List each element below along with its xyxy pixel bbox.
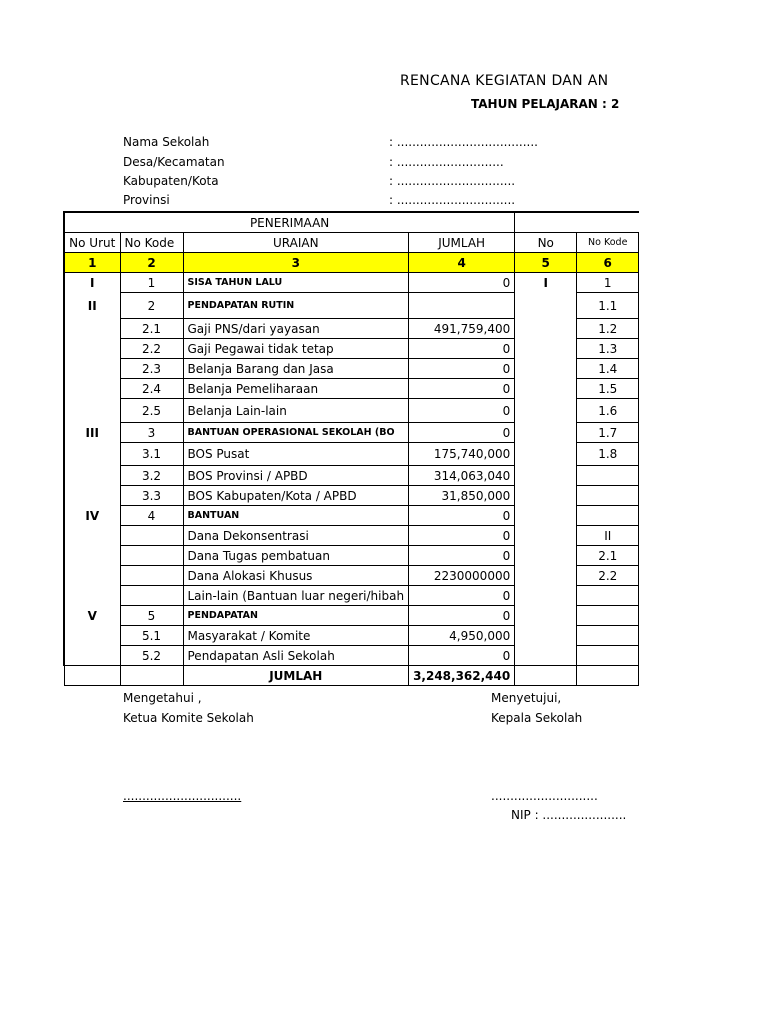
row-no-kode-right: 1.5 — [577, 379, 639, 399]
info-value-nama-sekolah: : ..................................... — [389, 135, 538, 149]
info-value-kabupaten: : ............................... — [389, 174, 516, 188]
total-empty-2 — [120, 666, 183, 686]
row-no-urut — [64, 566, 120, 586]
row-uraian: BANTUAN OPERASIONAL SEKOLAH (BO — [183, 423, 409, 443]
row-no — [515, 319, 577, 339]
numbering-4: 4 — [409, 253, 515, 273]
row-no-kode-right — [577, 586, 639, 606]
header-no-urut: No Urut — [64, 233, 120, 253]
row-uraian: BOS Pusat — [183, 443, 409, 466]
row-uraian: BOS Provinsi / APBD — [183, 466, 409, 486]
row-no: I — [515, 273, 577, 293]
row-no-kode — [120, 526, 183, 546]
table-row — [64, 399, 639, 423]
row-jumlah: 0 — [409, 359, 515, 379]
row-no — [515, 486, 577, 506]
row-no-kode-right: 2.1 — [577, 546, 639, 566]
row-no-urut — [64, 359, 120, 379]
header-uraian: URAIAN — [183, 233, 409, 253]
row-no — [515, 293, 577, 319]
row-jumlah — [409, 293, 515, 319]
row-no-kode: 4 — [120, 506, 183, 526]
row-no-kode-right — [577, 506, 639, 526]
row-no — [515, 646, 577, 666]
row-jumlah: 2230000000 — [409, 566, 515, 586]
row-no-kode: 5 — [120, 606, 183, 626]
row-no-urut — [64, 339, 120, 359]
sig-left-line1: Mengetahui , — [123, 691, 202, 705]
row-no-urut — [64, 486, 120, 506]
header-no-kode-right: No Kode — [577, 233, 639, 253]
row-no — [515, 566, 577, 586]
sig-right-line2: Kepala Sekolah — [491, 711, 583, 725]
document-subtitle: TAHUN PELAJARAN : 2 — [471, 97, 620, 111]
sig-right-line1: Menyetujui, — [491, 691, 562, 705]
row-no-kode-right: II — [577, 526, 639, 546]
table-row — [64, 506, 639, 526]
row-no — [515, 606, 577, 626]
table-row — [64, 339, 639, 359]
row-no-kode-right: 1.6 — [577, 399, 639, 423]
table-row — [64, 423, 639, 443]
row-no-urut: III — [64, 423, 120, 443]
row-no-kode: 3 — [120, 423, 183, 443]
row-no-urut — [64, 546, 120, 566]
row-uraian: Dana Alokasi Khusus — [183, 566, 409, 586]
row-no — [515, 423, 577, 443]
sig-left-line2: Ketua Komite Sekolah — [123, 711, 254, 725]
numbering-5: 5 — [515, 253, 577, 273]
row-no — [515, 399, 577, 423]
row-jumlah: 4,950,000 — [409, 626, 515, 646]
row-no — [515, 506, 577, 526]
row-uraian: Dana Tugas pembatuan — [183, 546, 409, 566]
row-no-kode-right: 1.7 — [577, 423, 639, 443]
row-no-urut: I — [64, 273, 120, 293]
row-no-kode: 1 — [120, 273, 183, 293]
row-no-kode: 3.3 — [120, 486, 183, 506]
table-body — [64, 273, 639, 666]
table-row — [64, 379, 639, 399]
table-row — [64, 606, 639, 626]
row-uraian: Belanja Pemeliharaan — [183, 379, 409, 399]
table-row — [64, 586, 639, 606]
row-no-urut — [64, 466, 120, 486]
row-no-urut — [64, 319, 120, 339]
row-no-kode: 5.1 — [120, 626, 183, 646]
row-no — [515, 586, 577, 606]
row-uraian: Belanja Barang dan Jasa — [183, 359, 409, 379]
row-no-kode: 2.2 — [120, 339, 183, 359]
row-no-kode-right: 1.3 — [577, 339, 639, 359]
row-jumlah: 0 — [409, 606, 515, 626]
row-uraian: Pendapatan Asli Sekolah — [183, 646, 409, 666]
row-jumlah: 491,759,400 — [409, 319, 515, 339]
row-jumlah: 0 — [409, 506, 515, 526]
table-row — [64, 626, 639, 646]
row-no — [515, 546, 577, 566]
table-row — [64, 293, 639, 319]
row-no — [515, 359, 577, 379]
row-jumlah: 0 — [409, 526, 515, 546]
row-no-kode-right: 1 — [577, 273, 639, 293]
row-no-urut: II — [64, 293, 120, 319]
numbering-6: 6 — [577, 253, 639, 273]
table-row — [64, 443, 639, 466]
table-row — [64, 466, 639, 486]
row-no-kode-right — [577, 466, 639, 486]
info-value-provinsi: : ............................... — [389, 193, 516, 207]
row-jumlah: 0 — [409, 339, 515, 359]
row-no-kode-right: 1.4 — [577, 359, 639, 379]
header-no: No — [515, 233, 577, 253]
row-no-urut — [64, 586, 120, 606]
table-row — [64, 359, 639, 379]
row-no-kode: 2.5 — [120, 399, 183, 423]
row-no-urut: V — [64, 606, 120, 626]
row-no — [515, 443, 577, 466]
row-uraian: Lain-lain (Bantuan luar negeri/hibah — [183, 586, 409, 606]
row-no-kode-right — [577, 626, 639, 646]
info-label-nama-sekolah: Nama Sekolah — [123, 135, 210, 149]
row-uraian: PENDAPATAN RUTIN — [183, 293, 409, 319]
budget-table — [63, 211, 639, 686]
row-no-kode: 2.3 — [120, 359, 183, 379]
row-no-kode: 5.2 — [120, 646, 183, 666]
total-empty-5 — [515, 666, 577, 686]
row-jumlah: 314,063,040 — [409, 466, 515, 486]
row-no-kode-right — [577, 606, 639, 626]
row-no — [515, 379, 577, 399]
row-no-kode: 2 — [120, 293, 183, 319]
header-no-kode: No Kode — [120, 233, 183, 253]
row-no — [515, 466, 577, 486]
row-no-kode — [120, 586, 183, 606]
row-no-kode: 2.1 — [120, 319, 183, 339]
info-value-desa: : ............................ — [389, 155, 504, 169]
row-no-kode-right: 1.8 — [577, 443, 639, 466]
total-label: JUMLAH — [183, 666, 409, 686]
row-no-kode-right: 1.1 — [577, 293, 639, 319]
row-uraian: BOS Kabupaten/Kota / APBD — [183, 486, 409, 506]
row-no-urut — [64, 646, 120, 666]
numbering-2: 2 — [120, 253, 183, 273]
row-no-kode: 3.1 — [120, 443, 183, 466]
row-uraian: Dana Dekonsentrasi — [183, 526, 409, 546]
sig-right-dots: ............................ — [491, 789, 598, 803]
document-title: RENCANA KEGIATAN DAN AN — [400, 73, 609, 89]
row-no — [515, 339, 577, 359]
row-no-kode: 2.4 — [120, 379, 183, 399]
total-value: 3,248,362,440 — [409, 666, 515, 686]
header-jumlah: JUMLAH — [409, 233, 515, 253]
row-no-kode-right: 1.2 — [577, 319, 639, 339]
row-no-urut — [64, 526, 120, 546]
row-uraian: Masyarakat / Komite — [183, 626, 409, 646]
row-no — [515, 626, 577, 646]
total-empty-1 — [64, 666, 120, 686]
row-jumlah: 0 — [409, 379, 515, 399]
info-label-desa: Desa/Kecamatan — [123, 155, 225, 169]
table-row — [64, 646, 639, 666]
row-no-kode-right: 2.2 — [577, 566, 639, 586]
row-uraian: Gaji Pegawai tidak tetap — [183, 339, 409, 359]
row-jumlah: 0 — [409, 399, 515, 423]
total-empty-6 — [577, 666, 639, 686]
info-label-kabupaten: Kabupaten/Kota — [123, 174, 219, 188]
numbering-3: 3 — [183, 253, 409, 273]
section-title-penerimaan: PENERIMAAN — [64, 212, 515, 233]
table-row — [64, 566, 639, 586]
row-uraian: Gaji PNS/dari yayasan — [183, 319, 409, 339]
row-uraian: Belanja Lain-lain — [183, 399, 409, 423]
row-jumlah: 0 — [409, 646, 515, 666]
row-no-urut — [64, 443, 120, 466]
row-no-kode-right — [577, 646, 639, 666]
row-jumlah: 0 — [409, 273, 515, 293]
row-uraian: PENDAPATAN — [183, 606, 409, 626]
row-no-urut: IV — [64, 506, 120, 526]
row-no-kode-right — [577, 486, 639, 506]
table-row — [64, 526, 639, 546]
row-no-kode — [120, 566, 183, 586]
table-row — [64, 273, 639, 293]
row-no — [515, 526, 577, 546]
row-jumlah: 0 — [409, 586, 515, 606]
table-row — [64, 546, 639, 566]
row-no-urut — [64, 379, 120, 399]
table-row — [64, 319, 639, 339]
row-jumlah: 0 — [409, 423, 515, 443]
row-uraian: BANTUAN — [183, 506, 409, 526]
row-uraian: SISA TAHUN LALU — [183, 273, 409, 293]
row-jumlah: 0 — [409, 546, 515, 566]
sig-left-dots: ............................... — [123, 789, 242, 803]
row-no-urut — [64, 399, 120, 423]
section-title-right — [515, 212, 639, 233]
row-no-urut — [64, 626, 120, 646]
row-jumlah: 31,850,000 — [409, 486, 515, 506]
table-row — [64, 486, 639, 506]
row-no-kode: 3.2 — [120, 466, 183, 486]
info-label-provinsi: Provinsi — [123, 193, 170, 207]
row-no-kode — [120, 546, 183, 566]
sig-nip: NIP : ...................... — [511, 808, 627, 822]
numbering-1: 1 — [64, 253, 120, 273]
row-jumlah: 175,740,000 — [409, 443, 515, 466]
